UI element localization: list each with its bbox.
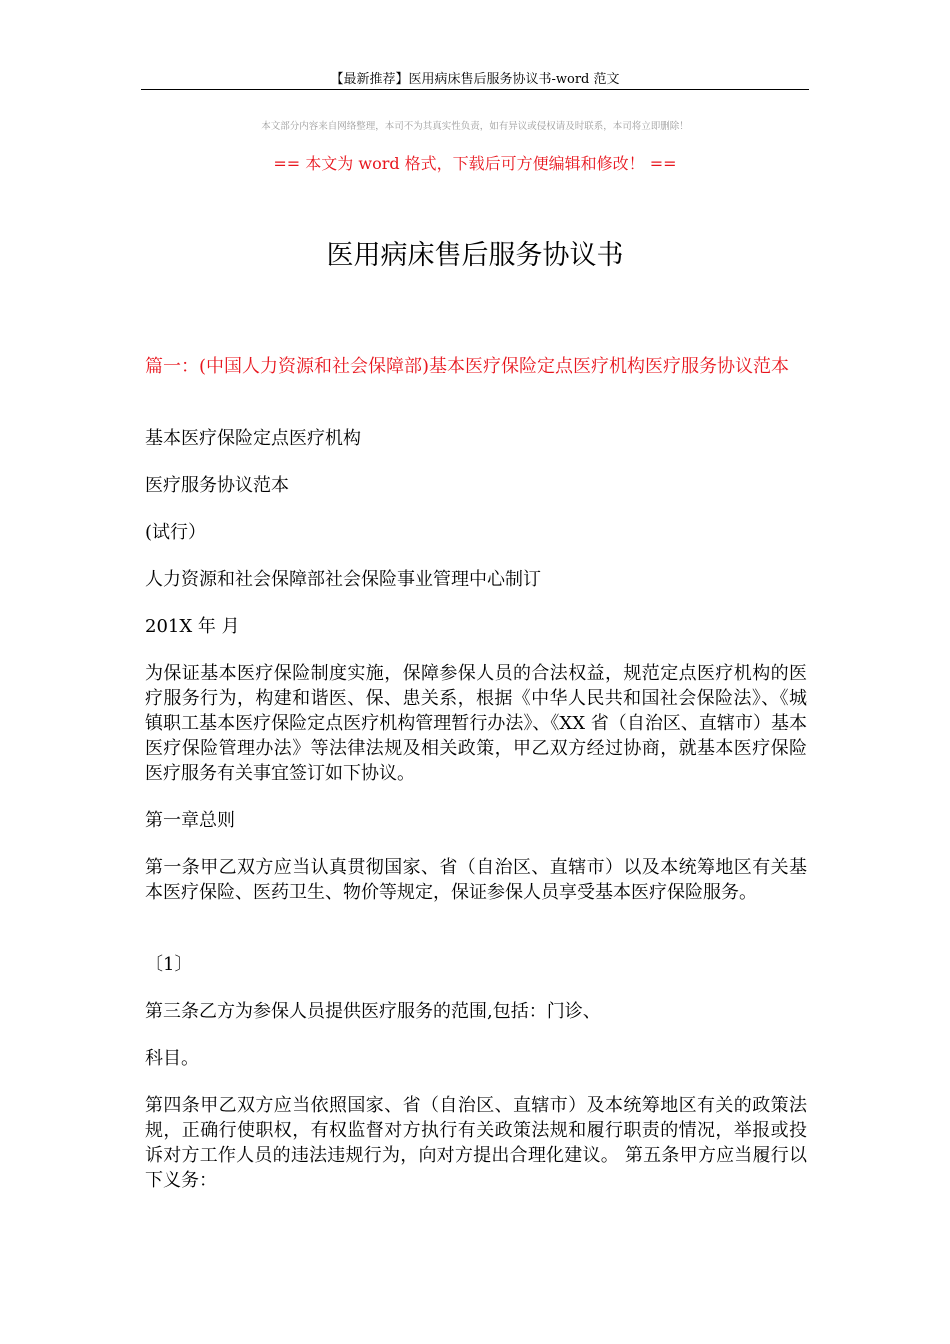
header-divider	[141, 89, 809, 90]
paragraph-issuer: 人力资源和社会保障部社会保险事业管理中心制订	[145, 569, 541, 590]
paragraph-footnote-marker: 〔1〕	[145, 954, 193, 975]
running-header: 【最新推荐】医用病床售后服务协议书-word 范文	[330, 72, 620, 87]
format-notice: == 本文为 word 格式，下载后可方便编辑和修改！ ==	[273, 154, 677, 173]
paragraph-institution: 基本医疗保险定点医疗机构	[145, 428, 361, 449]
paragraph-article-3: 第三条乙方为参保人员提供医疗服务的范围,包括：门诊、	[145, 1001, 601, 1022]
disclaimer-text: 本文部分内容来自网络整理，本司不为其真实性负责，如有异议或侵权请及时联系，本司将立即删除！	[261, 121, 689, 132]
chapter-heading: 第一章总则	[145, 810, 235, 831]
paragraph-article-4: 第四条甲乙双方应当依照国家、省（自治区、直辖市）及本统筹地区有关的政策法规，正确行使职权，有权监督对方执行有关政策法规和履行职责的情况，举报或投诉对方工作人员的违法违规行为，向对方提出合理化建议。 第五条甲方应当履行以下义务：	[145, 1095, 807, 1191]
paragraph-template: 医疗服务协议范本	[145, 475, 289, 496]
paragraph-trial: (试行）	[145, 522, 207, 543]
paragraph-preamble: 为保证基本医疗保险制度实施，保障参保人员的合法权益，规范定点医疗机构的医疗服务行为，构建和谐医、保、患关系，根据《中华人民共和国社会保险法》、《城镇职工基本医疗保险定点医疗机构管理暂行办法》、《XX 省（自治区、直辖市）基本医疗保险管理办法》等法律法规及相关政策，甲乙双方经过协商，就基本医疗保险医疗服务有关事宜签订如下协议。	[145, 663, 807, 784]
document-title: 医用病床售后服务协议书	[326, 240, 624, 271]
paragraph-date: 201X 年 月	[145, 616, 240, 637]
paragraph-subjects: 科目。	[145, 1048, 199, 1069]
paragraph-article-1: 第一条甲乙双方应当认真贯彻国家、省（自治区、直辖市）以及本统筹地区有关基本医疗保险、医药卫生、物价等规定，保证参保人员享受基本医疗保险服务。	[145, 857, 807, 903]
section-heading: 篇一：(中国人力资源和社会保障部)基本医疗保险定点医疗机构医疗服务协议范本	[145, 356, 790, 377]
